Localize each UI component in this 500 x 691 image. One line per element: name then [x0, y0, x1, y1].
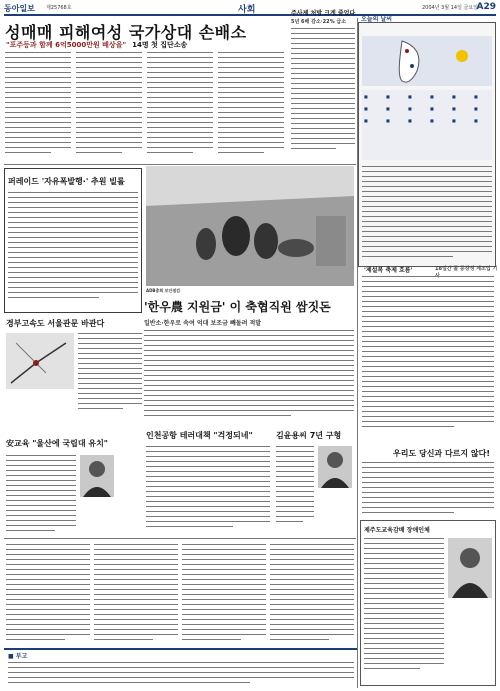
- stat-text: [362, 276, 494, 436]
- story6-title: 김윤용씨 7년 구형: [276, 431, 342, 440]
- weather-map: [362, 36, 492, 86]
- story4-text: [144, 330, 354, 420]
- lower-text-col2: [94, 544, 178, 644]
- stat-tag: 18일간 돌 등장성 계조입 기: [435, 266, 498, 272]
- side-top-dek: 5년 6배 감소·22% 급소: [291, 19, 347, 25]
- story7-text: [6, 455, 76, 535]
- story5-title: 인천공항 테러대책 "걱정되네": [146, 431, 253, 440]
- portrait-illustration-2: [318, 446, 352, 488]
- lead-text-col1: [5, 52, 71, 160]
- divider: [4, 164, 356, 165]
- lead-text-col4: [218, 52, 284, 160]
- story4-dek: 일반소·한우로 속여 억대 보조금 빼돌려 적발: [144, 320, 262, 327]
- masthead: [4, 3, 496, 16]
- lead-text-col2: [76, 52, 142, 160]
- photo-caption: ADB총회 보안점검: [146, 288, 181, 293]
- ad-portrait: [448, 538, 492, 598]
- obituary-text: [8, 662, 354, 686]
- section-name: 사회: [238, 5, 256, 15]
- lower-divider: [4, 538, 356, 539]
- lead-text-col3: [147, 52, 213, 160]
- story8-text: [362, 462, 494, 516]
- lead-subhead: [6, 40, 187, 50]
- story6-portrait: [318, 446, 352, 488]
- column-rule: [357, 18, 358, 688]
- story8-title: 우리도 당신과 다르지 않다!: [393, 449, 491, 458]
- ad-text: [364, 538, 444, 678]
- weather-map-illustration: [362, 36, 492, 86]
- lower-text-col1: [6, 544, 90, 644]
- story5-text: [146, 446, 270, 530]
- side-top-text: [291, 28, 355, 158]
- issue-date: 2004년 3월 14일 금요일: [421, 5, 478, 11]
- stat-title: '제설복 축제 흐름': [364, 267, 413, 274]
- weather-grid: ■ ■ ■ ■ ■ ■ ■ ■ ■ ■ ■ ■ ■ ■ ■ ■ ■ ■: [362, 90, 492, 160]
- paper-name: 동아일보: [4, 4, 35, 13]
- story7-portrait: [80, 455, 114, 497]
- story2-title: 퍼레이드 '자유폭발행·' 추원 빌롤: [8, 177, 125, 186]
- lower-text-col3: [182, 544, 266, 644]
- story3-title: 경부고속도 서울관문 바관다: [6, 319, 105, 328]
- weather-table: [362, 166, 492, 262]
- issue-number: 제25768호: [46, 5, 72, 11]
- portrait-illustration: [80, 455, 114, 497]
- story4-title: '한우農 지원금' 이 축협직원 쌈짓돈: [144, 300, 331, 314]
- side-top-title: 주사제 처방 크게 줄었다: [291, 10, 356, 17]
- main-photo: [146, 166, 354, 286]
- ad-portrait-illustration: [448, 538, 492, 598]
- lead-subhead-quote: "포주등과 함께 6억5000만원 배상을": [6, 41, 127, 49]
- map-illustration: [6, 333, 74, 389]
- lead-subhead-tail: 14명 첫 집단소송: [132, 41, 188, 49]
- story7-title: 安교육 "울산에 국립대 유치": [6, 439, 108, 448]
- story2-text: [8, 192, 138, 307]
- page-number: A29: [476, 2, 496, 12]
- story3-map: [6, 333, 74, 389]
- story3-text: [78, 333, 142, 413]
- lead-headline: 성매매 피해여성 국가상대 손배소: [5, 23, 247, 42]
- ad-title: 제주도교육감배 장애인체: [364, 527, 430, 534]
- story6-text: [276, 446, 314, 530]
- lower-text-col4: [270, 544, 354, 644]
- obituary-title: ■ 부고: [8, 653, 28, 660]
- photo-illustration: [146, 166, 354, 286]
- weather-title: 오늘의 날씨: [361, 16, 393, 23]
